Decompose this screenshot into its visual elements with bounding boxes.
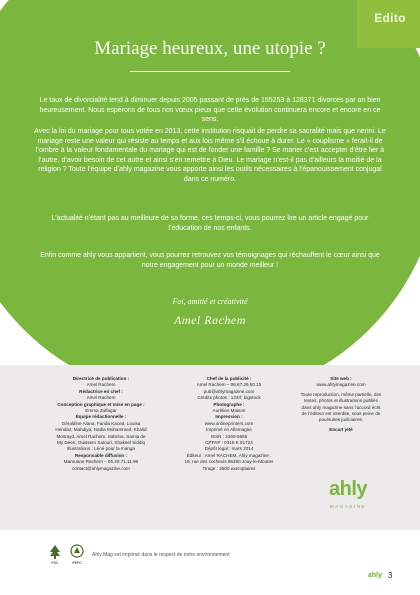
credit-line: Rédactrice en chef :: [79, 388, 123, 394]
fsc-label: FSC: [51, 561, 59, 565]
credit-line: Mosrayd, Amel Rachem, Sabrina, Samia de: [56, 433, 146, 439]
credit-line: Illustrations : Léné pour la manga: [67, 446, 135, 452]
credit-line: 19, rue des cochevis 95280 Jouy-le-Moutier: [184, 459, 274, 465]
logo-wordmark: ahly: [328, 478, 368, 500]
credit-line: poursuites judiciaires.: [318, 417, 364, 423]
credit-line: Amel Rachem – 06.67.29.50.15: [196, 382, 262, 388]
ahly-logo: [318, 480, 378, 514]
paragraph-divorce-rate: Le taux de divorcialité tend à diminuer depuis 2005 passant de près de 155253 à 128371 divorces par an bien heureusement. Nous espérons de tous nos vœux pieux que cette évolution continuera encore et encore en ce sens.: [39, 97, 381, 124]
credit-line: ISSN : 2269-5655: [210, 433, 248, 439]
credit-line: Encart jeté: [329, 426, 353, 432]
page-number: 3: [388, 571, 393, 580]
credit-line: Dépôt légal : mars 2014: [204, 446, 254, 452]
closing-line: Foi, amitié et créativité: [172, 297, 248, 306]
credit-line: Directrice de publication :: [72, 376, 130, 381]
paragraph-marriage-law: Avec la loi du mariage pour tous votée en 2013, cette institution risquait de perdre sa sacralité mais que nenni. Le mariage reste une valeur qui résiste au temps et aux lois même s’il échoue à durer. Le « couplisme » ferait-il de l’ombre à la valeur fondamentale du mariage qui est de fonder une famille ? Se marier c’est accepter d’être lier à l’autre, d’avoir besoin de cet autre et ainsi s’en remettre à Dieu. Le mariage n’est-il pas d’ailleurs la moitié de la religion ? Toute l’équipe d’ahly magazine vous apporte ainsi les outils nécessaires à l’épanouissement conjugal dans ce numéro.: [34, 128, 386, 183]
credit-line: de l’éditeur est interdite, sous peine de: [301, 411, 381, 417]
credit-line: www.onlineprinters.com: [204, 420, 254, 426]
credit-line: textes, photos et illustrations publiés: [304, 398, 378, 404]
credit-line: Tirage : 2500 exemplaires: [202, 465, 256, 471]
credit-line: Aurélien Maison: [212, 408, 246, 414]
website-link[interactable]: www.ahlymagazine.com: [316, 382, 366, 388]
credit-line: Géraldine Alana, Farida Kaced, Louisa: [61, 420, 141, 426]
credit-line: Crédits photos : 123rf, bigstock: [197, 395, 261, 401]
credit-line: Amel Rachem: [86, 395, 116, 401]
footer-logo: ahly: [368, 572, 383, 579]
paragraph-testimonials: Enfin comme ahly vous appartient, vous pourrez retrouvez vos témoignages qui réchauffent le cœur ainsi que notre engagement pour un monde meilleur !: [40, 252, 380, 269]
pefc-label: PEFC: [72, 561, 82, 565]
credit-line: Site web :: [330, 376, 352, 381]
credit-line: Marouane Rachem – 06.20.71.11.96: [63, 459, 139, 465]
credit-line: Conception graphique et mise en page :: [57, 401, 145, 407]
logo-subtitle: MAGAZINE: [329, 504, 367, 509]
pefc-tree-icon: [70, 544, 84, 560]
credit-line: Hendaz, Mahdiya, Nadia Mohammed, Khalid: [55, 427, 147, 433]
credit-line: Amel Rachem: [86, 382, 116, 388]
credit-line: Photographe :: [213, 401, 245, 407]
environment-note: Ahly Mag est imprimé dans le respect de notre environnement: [92, 552, 230, 558]
credit-line: CPPAP : 0315 K 91724: [205, 440, 253, 446]
section-label: Edito: [374, 11, 406, 25]
credit-line: contact@ahlymagazine.com: [72, 465, 130, 471]
credit-line: Éditeur : Amel RACHEM, Ahly magazine :: [186, 452, 272, 458]
credits-column-legal: [296, 376, 386, 433]
fsc-tree-icon: [48, 544, 62, 560]
credit-line: Emma Zulfagar: [85, 408, 117, 414]
credits-column-staff: [40, 376, 162, 472]
credit-line: Toute reproduction, même partielle, des: [300, 391, 382, 397]
credit-line: pub@ahlymagazine.com: [203, 388, 255, 394]
credit-line: Impression :: [215, 414, 243, 420]
credit-line: My Deen, Ouissem Satouri, Shakeel Siddiq: [56, 440, 146, 446]
title-divider: [130, 71, 290, 72]
signature: Amel Rachem: [174, 313, 246, 327]
credit-line: Chef de la publicité :: [206, 376, 252, 381]
page-title: Mariage heureux, une utopie ?: [94, 38, 326, 59]
credit-line: Imprimé en Allemagne: [206, 427, 252, 433]
credit-line: Responsable diffusion :: [74, 452, 128, 458]
credits-column-production: [168, 376, 290, 472]
credit-line: Équipe rédactionnelle :: [75, 414, 127, 420]
paragraph-news: L’actualité n’étant pas au meilleure de sa forme, ces temps-ci, vous pourrez lire un article engagé pour l’éducation de nos enfants.: [51, 215, 369, 232]
credit-line: dans ahly magazine sans l’accord écrit: [301, 404, 381, 410]
